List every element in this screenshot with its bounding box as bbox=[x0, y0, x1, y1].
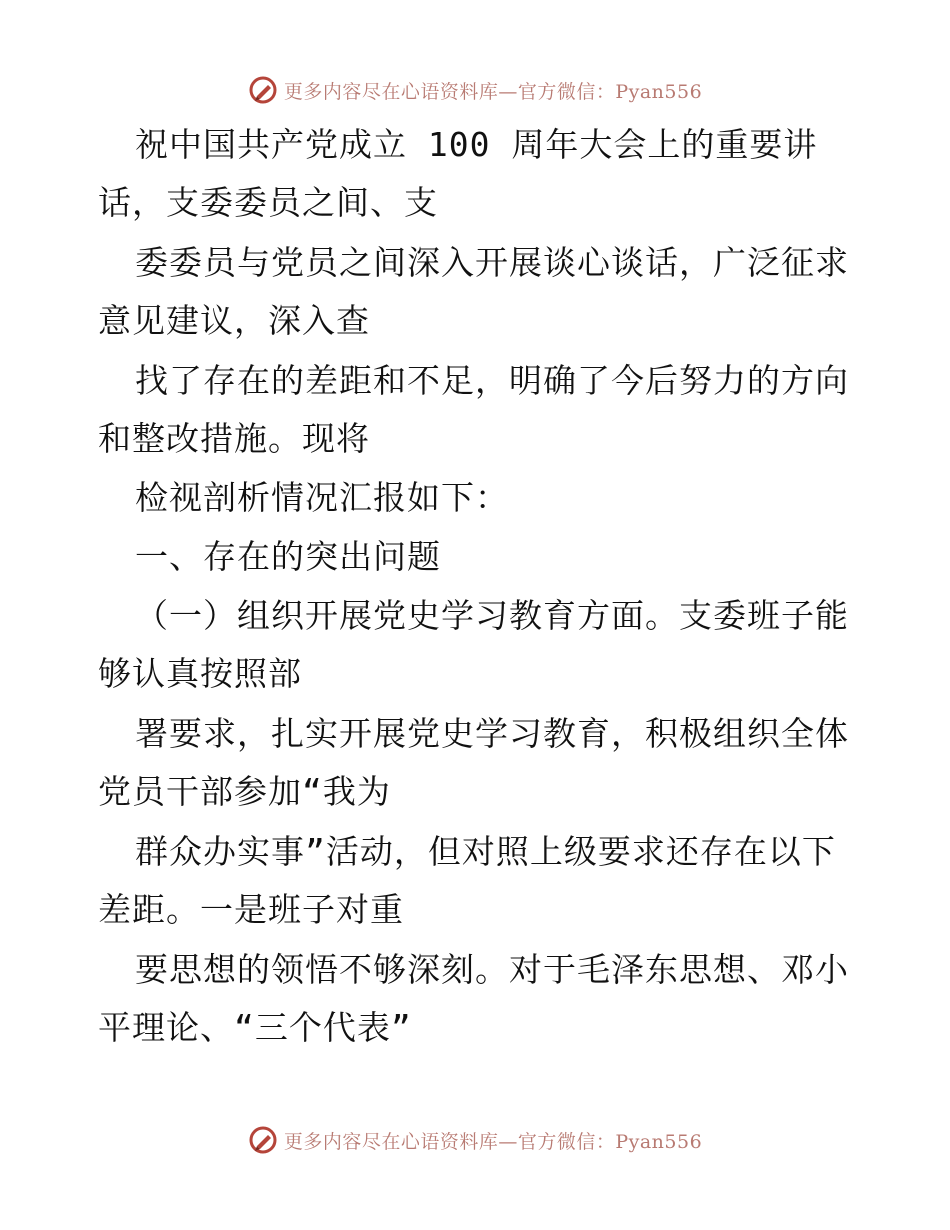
footer-banner-text: 更多内容尽在心语资料库—官方微信：Pyan556 bbox=[283, 1130, 703, 1153]
header-watermark-banner bbox=[0, 70, 950, 110]
text-line-7: 检视剖析情况汇报如下： bbox=[135, 478, 509, 517]
pen-logo-icon bbox=[248, 75, 278, 105]
text-line-12: 党员干部参加“我为 bbox=[98, 772, 391, 811]
text-line-5: 找了存在的差距和不足，明确了今后努力的方向 bbox=[135, 361, 849, 400]
text-line-10: 够认真按照部 bbox=[98, 654, 302, 693]
text-line-1: 祝中国共产党成立 100 周年大会上的重要讲 bbox=[135, 125, 818, 164]
section-heading: 一、存在的突出问题 bbox=[135, 537, 441, 576]
text-line-3: 委委员与党员之间深入开展谈心谈话，广泛征求 bbox=[135, 243, 849, 282]
text-line-4: 意见建议，深入查 bbox=[98, 301, 370, 340]
text-line-9: （一）组织开展党史学习教育方面。支委班子能 bbox=[135, 596, 849, 635]
text-line-2: 话，支委委员之间、支 bbox=[98, 183, 438, 222]
footer-watermark-banner bbox=[0, 1120, 950, 1160]
text-line-14: 差距。一是班子对重 bbox=[98, 890, 404, 929]
text-line-16: 平理论、“三个代表” bbox=[98, 1008, 412, 1047]
text-line-13: 群众办实事”活动，但对照上级要求还存在以下 bbox=[135, 832, 836, 871]
pen-logo-icon bbox=[248, 1125, 278, 1155]
header-banner-text: 更多内容尽在心语资料库—官方微信：Pyan556 bbox=[283, 80, 703, 103]
text-line-15: 要思想的领悟不够深刻。对于毛泽东思想、邓小 bbox=[135, 950, 849, 989]
text-line-6: 和整改措施。现将 bbox=[98, 419, 370, 458]
text-line-11: 署要求，扎实开展党史学习教育，积极组织全体 bbox=[135, 714, 849, 753]
